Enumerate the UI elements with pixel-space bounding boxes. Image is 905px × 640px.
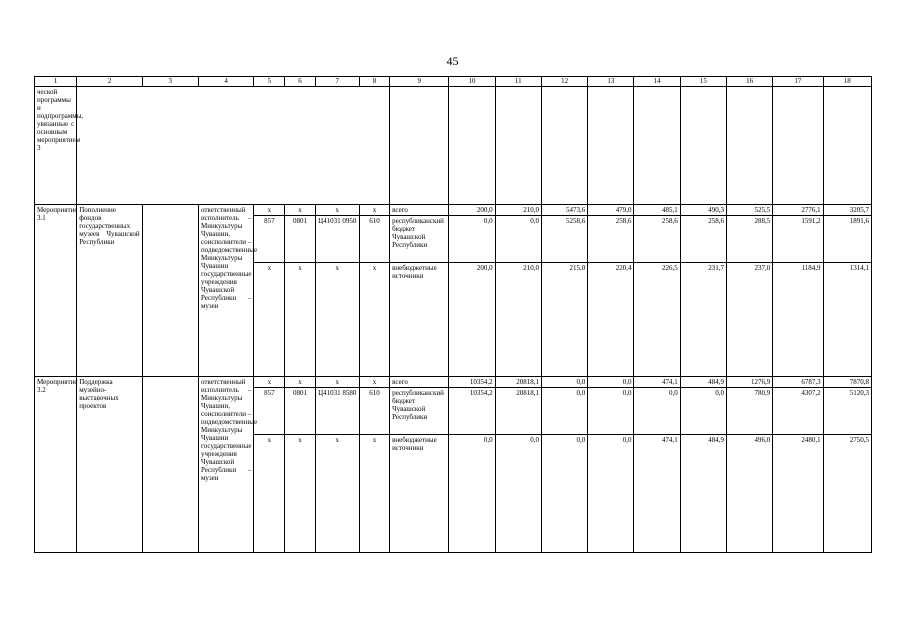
header-cell: 8: [359, 77, 389, 87]
value-cell: 0,0: [449, 435, 495, 553]
cell: x: [359, 435, 389, 553]
value-cell: 200,0: [449, 205, 495, 216]
value-cell: 1184,9: [773, 263, 823, 377]
table-row: [35, 377, 872, 388]
cell: x: [254, 435, 285, 553]
page-number: 45: [446, 54, 459, 68]
value-cell: 20818,1: [495, 388, 541, 435]
header-cell: 5: [254, 77, 285, 87]
cell: 0801: [285, 216, 315, 263]
header-cell: 17: [773, 77, 823, 87]
cell: 610: [359, 216, 389, 263]
cell: Ц41031 8580: [315, 388, 359, 435]
value-cell: 215,0: [541, 263, 587, 377]
cell: x: [359, 377, 389, 388]
value-cell: 0,0: [588, 377, 634, 388]
cell: Ц41031 0950: [315, 216, 359, 263]
header-row: [35, 77, 872, 87]
measure-executor: ответственный исполнитель – Минкультуры Чувашии, соисполнители – подведомственные Минкультуры Чувашии государственные учреждения Чувашской Республики – музеи: [198, 377, 253, 553]
value-cell: 4307,2: [773, 388, 823, 435]
cell: x: [285, 377, 315, 388]
value-cell: 5120,3: [823, 388, 871, 435]
cell: x: [359, 263, 389, 377]
header-cell: 2: [77, 77, 142, 87]
value-cell: 0,0: [588, 388, 634, 435]
value-cell: 210,0: [495, 263, 541, 377]
cell: 0801: [285, 388, 315, 435]
value-cell: 7870,8: [823, 377, 871, 388]
measure-executor: ответственный исполнитель – Минкультуры Чувашии, соисполнители – подведомственные Минкультуры Чувашии государственные учреждения Чувашской Республики – музеи: [198, 205, 253, 377]
cell: x: [315, 377, 359, 388]
value-cell: 474,1: [634, 377, 680, 388]
funding-source: республиканский бюджет Чувашской Республики: [390, 216, 449, 263]
value-cell: 2750,5: [823, 435, 871, 553]
value-cell: 1276,9: [727, 377, 773, 388]
value-cell: 1591,2: [773, 216, 823, 263]
value-cell: 237,0: [727, 263, 773, 377]
cell: x: [285, 205, 315, 216]
value-cell: 5473,6: [541, 205, 587, 216]
value-cell: 484,9: [680, 435, 726, 553]
cell: 857: [254, 216, 285, 263]
cell: x: [315, 435, 359, 553]
value-cell: 226,5: [634, 263, 680, 377]
header-cell: 14: [634, 77, 680, 87]
header-cell: 16: [727, 77, 773, 87]
table-row: [35, 205, 872, 216]
funding-source: внебюджетные источники: [390, 263, 449, 377]
value-cell: 0,0: [588, 435, 634, 553]
value-cell: 474,1: [634, 435, 680, 553]
value-cell: 0,0: [680, 388, 726, 435]
continued-row: [35, 87, 872, 205]
value-cell: 2776,1: [773, 205, 823, 216]
value-cell: 20818,1: [495, 377, 541, 388]
value-cell: 210,0: [495, 205, 541, 216]
value-cell: 485,1: [634, 205, 680, 216]
value-cell: 0,0: [541, 435, 587, 553]
measure-id: Мероприятие 3.1: [35, 205, 77, 377]
value-cell: 220,4: [588, 263, 634, 377]
value-cell: 231,7: [680, 263, 726, 377]
measure-title: Поддержка музейно-выставочных проектов: [77, 377, 142, 553]
header-cell: 3: [142, 77, 198, 87]
header-cell: 10: [449, 77, 495, 87]
value-cell: 1314,1: [823, 263, 871, 377]
cell: x: [315, 263, 359, 377]
value-cell: 484,9: [680, 377, 726, 388]
value-cell: 0,0: [541, 377, 587, 388]
header-cell: 4: [198, 77, 253, 87]
cell: x: [254, 263, 285, 377]
value-cell: 258,6: [588, 216, 634, 263]
cell: x: [254, 377, 285, 388]
value-cell: 3205,7: [823, 205, 871, 216]
value-cell: 0,0: [495, 435, 541, 553]
value-cell: 5258,6: [541, 216, 587, 263]
value-cell: 258,6: [680, 216, 726, 263]
value-cell: 200,0: [449, 263, 495, 377]
value-cell: 0,0: [541, 388, 587, 435]
measure-id: Мероприятие 3.2: [35, 377, 77, 553]
header-cell: 15: [680, 77, 726, 87]
header-cell: 7: [315, 77, 359, 87]
value-cell: 258,6: [634, 216, 680, 263]
header-cell: 1: [35, 77, 77, 87]
value-cell: 1891,6: [823, 216, 871, 263]
budget-table: [34, 76, 872, 553]
value-cell: 525,5: [727, 205, 773, 216]
header-cell: 6: [285, 77, 315, 87]
value-cell: 2480,1: [773, 435, 823, 553]
value-cell: 490,3: [680, 205, 726, 216]
funding-source: внебюджетные источники: [390, 435, 449, 553]
value-cell: 479,0: [588, 205, 634, 216]
value-cell: 288,5: [727, 216, 773, 263]
cell: x: [285, 435, 315, 553]
cell: x: [359, 205, 389, 216]
cell: 857: [254, 388, 285, 435]
cell: x: [254, 205, 285, 216]
value-cell: 6787,3: [773, 377, 823, 388]
funding-source: республиканский бюджет Чувашской Республики: [390, 388, 449, 435]
value-cell: 0,0: [449, 216, 495, 263]
cell: x: [285, 263, 315, 377]
header-cell: 11: [495, 77, 541, 87]
header-cell: 9: [390, 77, 449, 87]
header-cell: 18: [823, 77, 871, 87]
value-cell: 496,0: [727, 435, 773, 553]
header-cell: 13: [588, 77, 634, 87]
measure-title: Пополнение фондов государственных музеев Чувашской Республики: [77, 205, 142, 377]
cell: x: [315, 205, 359, 216]
funding-source: всего: [390, 205, 449, 216]
cell: 610: [359, 388, 389, 435]
funding-source: всего: [390, 377, 449, 388]
value-cell: 10354,2: [449, 377, 495, 388]
header-cell: 12: [541, 77, 587, 87]
value-cell: 0,0: [634, 388, 680, 435]
value-cell: 0,0: [495, 216, 541, 263]
value-cell: 780,9: [727, 388, 773, 435]
value-cell: 10354,2: [449, 388, 495, 435]
continued-name: ческой программы и подпрограммы, увязанные с основным мероприятием 3: [35, 87, 77, 205]
